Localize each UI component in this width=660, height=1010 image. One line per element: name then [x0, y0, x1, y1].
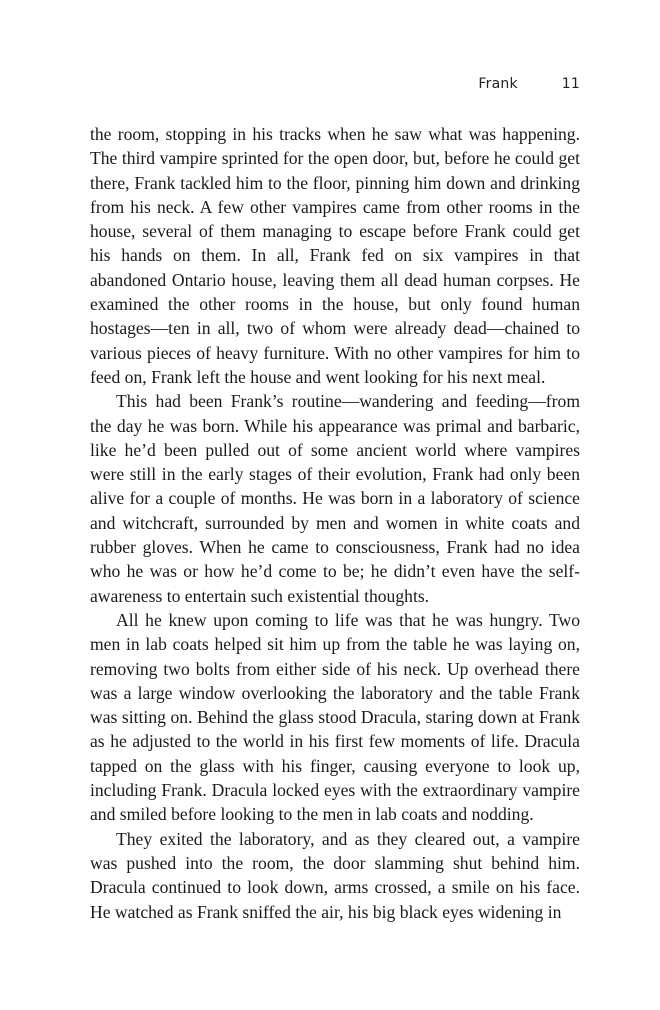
paragraph-continued: the room, stopping in his tracks when he saw what was happening. The third vampire sprinted for the open door, but, before he could get there, Frank tackled him to the floor, pinning him down and drinking from his neck. A few other vampires came from other rooms in the house, several of them managing to escape before Frank could get his hands on them. In all, Frank fed on six vampires in that abandoned Ontario house, leaving them all dead human corpses. He examined the other rooms in the house, but only found human hostages—ten in all, two of whom were already dead—chained to various pieces of heavy furniture. With no other vampires for him to feed on, Frank left the house and went looking for his next meal.: [90, 124, 580, 387]
paragraph: They exited the laboratory, and as they cleared out, a vampire was pushed into the room, the door slamming shut behind him. Dracula continued to look down, arms crossed, a smile on his face. He watched as Frank sniffed the air, his big black eyes widening in: [90, 828, 580, 922]
paragraph: This had been Frank’s routine—wandering and feeding—from the day he was born. While his appearance was primal and barbaric, like he’d been pulled out of some ancient world where vampires were still in the early stages of their evolution, Frank had only been alive for a couple of months. He was born in a laboratory of science and witchcraft, surrounded by men and women in white coats and rubber gloves. When he came to consciousness, Frank had no idea who he was or how he’d come to be; he didn’t even have the self-awareness to entertain such existential thoughts.: [90, 391, 580, 606]
running-title: Frank: [478, 76, 518, 92]
page-number: 11: [561, 76, 580, 92]
paragraph: All he knew upon coming to life was that he was hungry. Two men in lab coats helped sit him up from the table he was laying on, removing two bolts from either side of his neck. Up overhead there was a large window overlooking the laboratory and the table Frank was sitting on. Behind the glass stood Dracula, staring down at Frank as he adjusted to the world in his first few moments of life. Dracula tapped on the glass with his finger, causing everyone to look up, including Frank. Dracula locked eyes with the extraordinary vampire and smiled before looking to the men in lab coats and nodding.: [90, 609, 580, 825]
body-text: [90, 122, 580, 924]
running-head: [478, 76, 580, 92]
